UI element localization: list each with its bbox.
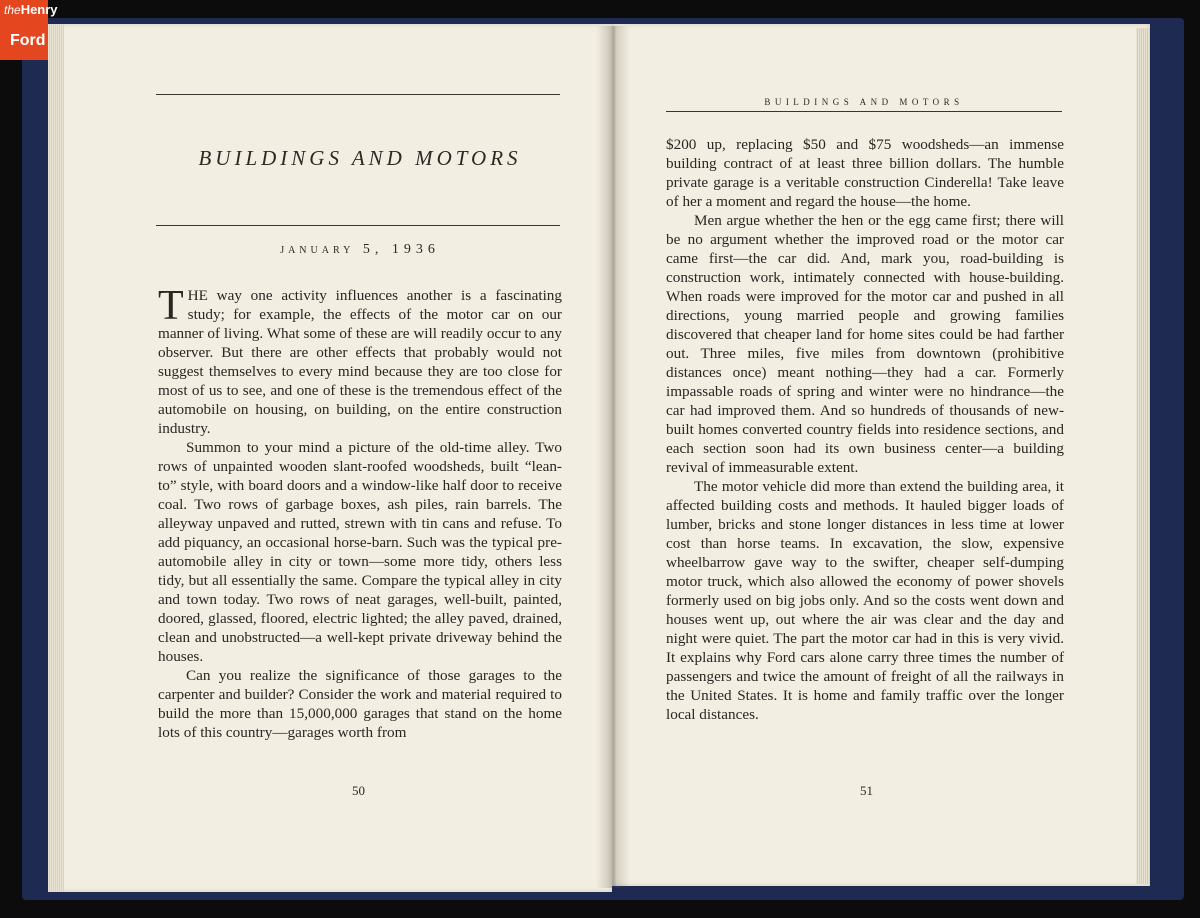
paragraph: Summon to your mind a picture of the old-time alley. Two rows of unpainted wooden slant-roofed woodsheds, built “lean-to” style, with board doors and a window-like half door to receive coal. Two rows of garbage boxes, ash piles, rain barrels. The alleyway unpaved and rutted, strewn with tin cans and refuse. To add piquancy, an occasional horse-barn. Such was the typical pre-automobile alley in city or town—some more tidy, others less tidy, but all essentially the same. Compare the typical alley in city and town today. Two rows of neat garages, well-built, painted, doored, glassed, floored, electric lighted; the alley paved, drained, clean and unobstructed—a well-kept private driveway behind the houses. bbox=[158, 439, 562, 665]
paragraph: $200 up, replacing $50 and $75 woodsheds—an immense building contract of at least three billion dollars. The humble private garage is a veritable construction Cinderella! Take leave of her a moment and regard the house—the home. bbox=[666, 136, 1064, 210]
running-head: BUILDINGS AND MOTORS bbox=[764, 97, 964, 107]
drop-cap: T bbox=[158, 283, 184, 329]
paragraph bbox=[158, 283, 562, 438]
running-head-rule bbox=[666, 111, 1062, 112]
right-page-text bbox=[666, 135, 1064, 724]
chapter-title: BUILDINGS AND MOTORS bbox=[198, 146, 522, 170]
page-number: 51 bbox=[860, 783, 873, 798]
title-rule-top bbox=[156, 94, 560, 95]
paragraph: Men argue whether the hen or the egg came first; there will be no argument whether the improved road or the motor car came first—the car did. And, mark you, road-building is construction work, intimately connected with house-building. When roads were improved for the motor car and pushed in all directions, young married people and growing families discovered that cheaper land for home sites could be had farther out. Three miles, five miles from downtown (prohibitive distances once) meant nothing—they had a car. Formerly impassable roads of spring and winter were no hindrance—the car had improved them. And so hundreds of thousands of new-built homes converted country fields into residence sections, and each section soon had its own business center—a building revival of immeasurable extent. bbox=[666, 212, 1064, 476]
left-page-text bbox=[158, 283, 562, 742]
date-day-year: 5, 1936 bbox=[354, 242, 440, 257]
logo-text-top: theHenry bbox=[4, 2, 58, 17]
chapter-date bbox=[150, 242, 570, 258]
page-number: 50 bbox=[352, 783, 365, 798]
book-gutter bbox=[596, 26, 630, 888]
date-month: JANUARY bbox=[280, 245, 355, 256]
right-page-edges bbox=[1136, 28, 1150, 884]
logo-text-bottom: Ford bbox=[10, 32, 46, 49]
paragraph-text: HE way one activity influences another is a fascinating study; for example, the effects of the motor car on our manner of living. What some of these are will readily occur to any observer. But there are other effects that probably would not suggest themselves to every mind because they are too close for most of us to see, and one of these is the tremendous effect of the automobile on housing, on building, on the entire construction industry. bbox=[158, 287, 562, 437]
title-rule-bottom bbox=[156, 225, 560, 226]
left-page-edges bbox=[48, 24, 64, 892]
henry-ford-logo bbox=[0, 0, 58, 60]
paragraph: Can you realize the significance of those garages to the carpenter and builder? Consider the work and material required to build the more than 15,000,000 garages that stand on the home lots of this country—garages worth from bbox=[158, 667, 562, 741]
paragraph: The motor vehicle did more than extend the building area, it affected building costs and methods. It hauled bigger loads of lumber, bricks and stone longer distances in less time at lower cost than horse teams. In excavation, the slow, expensive wheelbarrow gave way to the swifter, cheaper self-dumping motor truck, which also allowed the economy of power shovels formerly used on big jobs only. And so the costs went down and houses went up, out where the air was clear and the day and night were quiet. The part the motor car had in this is very vivid. It explains why Ford cars alone carry three times the number of passengers and twice the amount of freight of all the railways in the United States. It is home and family traffic over the longer local distances. bbox=[666, 478, 1064, 723]
